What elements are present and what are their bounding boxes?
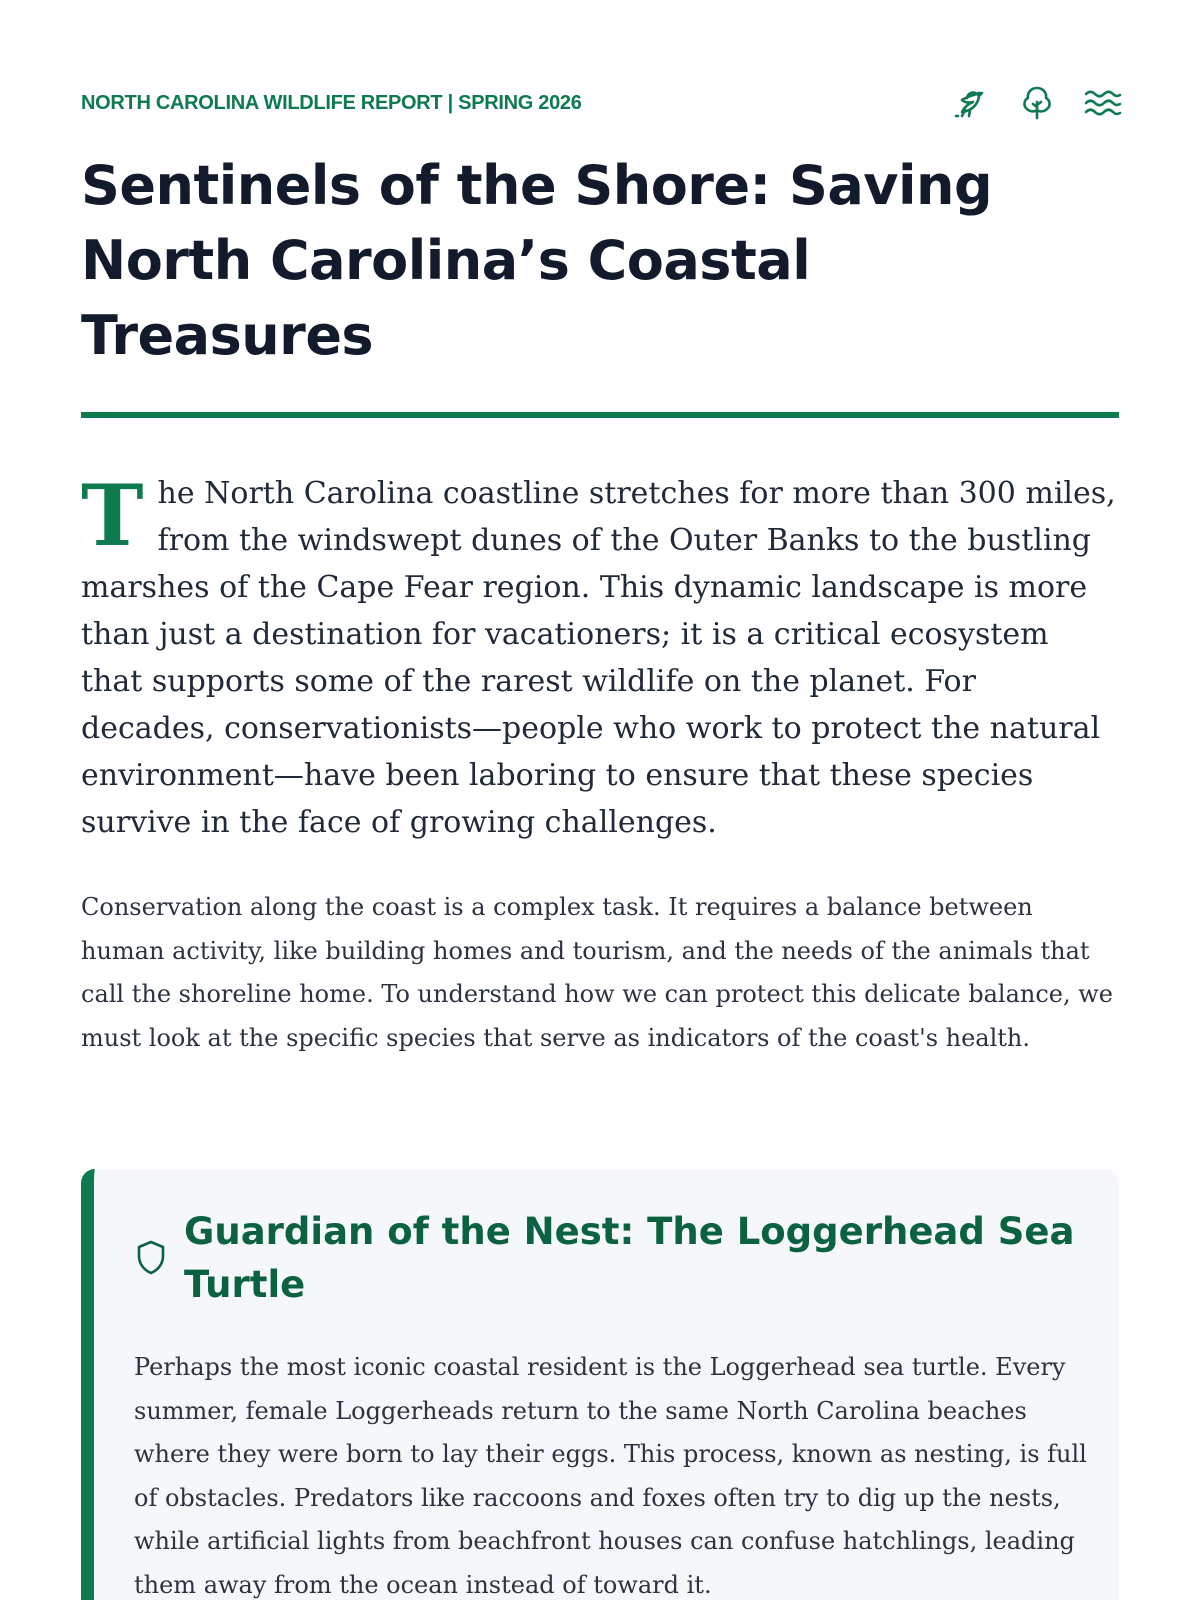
bird-icon — [951, 83, 991, 123]
report-kicker: NORTH CAROLINA WILDLIFE REPORT | SPRING 2026 — [81, 91, 582, 114]
feature-card-heading — [134, 1205, 1079, 1311]
lead-paragraph — [81, 466, 1119, 846]
feature-card-text: Perhaps the most iconic coastal resident is the Loggerhead sea turtle. Every summer, female Loggerheads return to the same North Carolina beaches where they were born to lay their eggs. This process, known as nesting, is full of obstacles. Predators like raccoons and foxes often try to dig up the nests, while artificial lights from beachfront houses can confuse hatchlings, leading them away from the ocean instead of toward it. — [134, 1353, 1087, 1599]
lead-paragraph-text: he North Carolina coastline stretches for more than 300 miles, from the windswept dunes of the Outer Banks to the bustling marshes of the Cape Fear region. This dynamic landscape is more than just a destination for vacationers; it is a critical ecosystem that supports some of the rarest wildlife on the planet. For decades, conservationists—people who work to protect the natural environment—have been laboring to ensure that these species survive in the face of growing challenges. — [81, 476, 1116, 840]
body-paragraph: Conservation along the coast is a complex task. It requires a balance between human activity, like building homes and tourism, and the needs of the animals that call the shoreline home. To understand how we can protect this delicate balance, we must look at the specific species that serve as indicators of the coast's health. — [81, 893, 1113, 1052]
waves-icon — [1083, 83, 1123, 123]
feature-card-title: Guardian of the Nest: The Loggerhead Sea Turtle — [184, 1210, 1075, 1306]
title-divider — [81, 412, 1119, 418]
report-header — [81, 80, 1119, 126]
feature-card — [81, 1169, 1119, 1600]
tree-icon — [1017, 83, 1057, 123]
article-title: Sentinels of the Shore: Saving North Carolina’s Coastal Treasures — [81, 154, 993, 367]
header-icons — [951, 83, 1123, 123]
shield-icon — [134, 1239, 168, 1277]
drop-cap: T — [81, 466, 144, 565]
